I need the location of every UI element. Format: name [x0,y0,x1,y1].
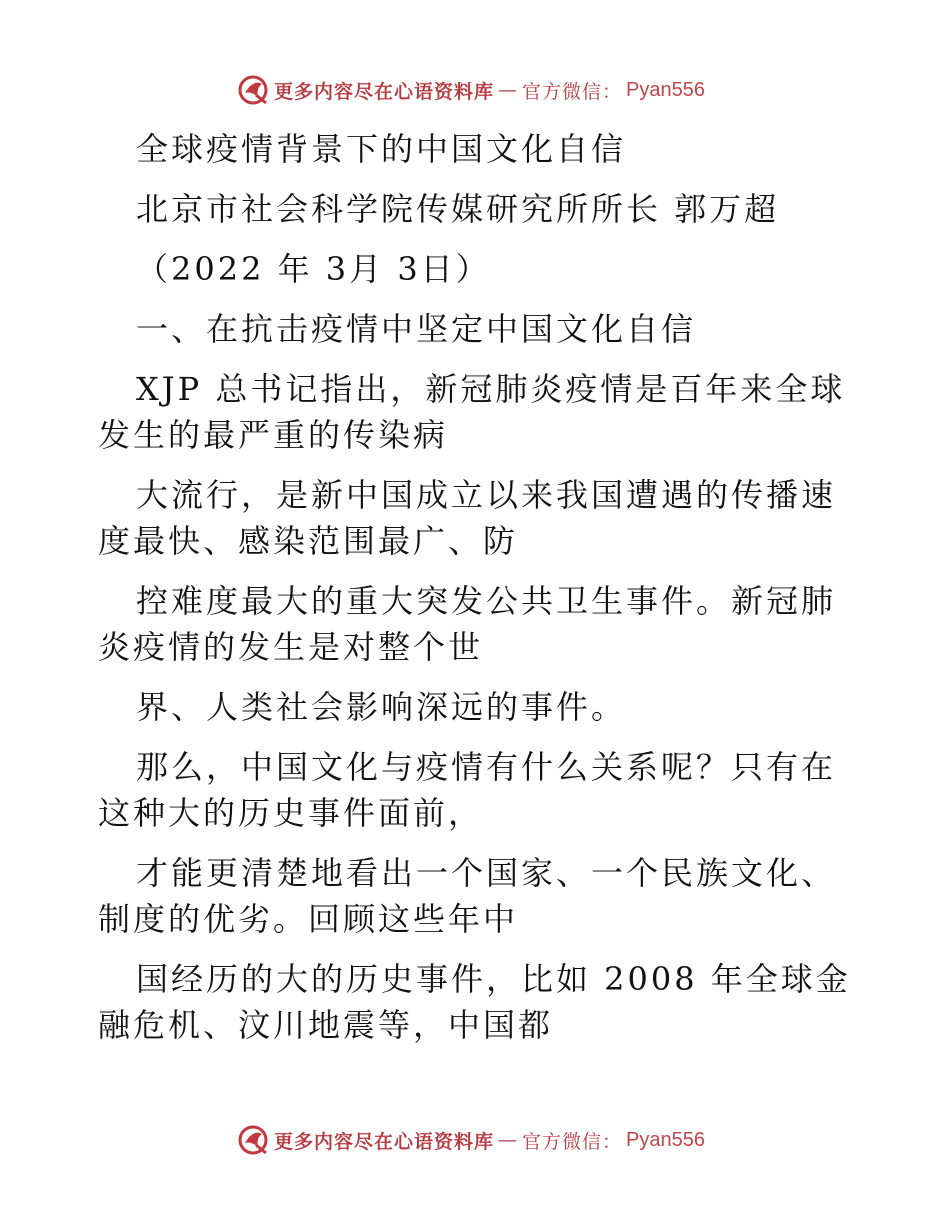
banner-text: 更多内容尽在心语资料库 [274,1130,495,1153]
banner-dash: — [498,79,519,101]
document-author: 北京市社会科学院传媒研究所所长 郭万超 [136,190,780,228]
paragraph: 控难度最大的重大突发公共卫生事件。新冠肺炎疫情的发生是对整个世 [98,582,837,666]
document-title: 全球疫情背景下的中国文化自信 [136,130,627,168]
banner-wechat-id: Pyan556 [626,78,705,101]
brand-logo-icon [236,73,270,107]
paragraph: 国经历的大的历史事件，比如 2008 年全球金融危机、汶川地震等，中国都 [98,960,851,1044]
paragraph: 那么，中国文化与疫情有什么关系呢？只有在这种大的历史事件面前， [98,748,837,832]
document-body [98,126,858,1048]
document-date: （2022 年 3月 3日） [136,250,491,288]
banner-wechat-id: Pyan556 [626,1128,705,1151]
banner-text: 更多内容尽在心语资料库 [274,80,495,103]
paragraph: XJP 总书记指出，新冠肺炎疫情是百年来全球发生的最严重的传染病 [98,370,846,454]
banner-wechat-label: 官方微信： [522,80,623,103]
banner-dash: — [498,1129,519,1151]
banner-wechat-label: 官方微信： [522,1130,623,1153]
brand-logo-icon [236,1123,270,1157]
section-heading: 一、在抗击疫情中坚定中国文化自信 [136,310,697,348]
paragraph: 才能更清楚地看出一个国家、一个民族文化、制度的优劣。回顾这些年中 [98,854,837,938]
paragraph: 大流行，是新中国成立以来我国遭遇的传播速度最快、感染范围最广、防 [98,476,837,560]
footer-watermark-banner [236,1122,705,1158]
header-watermark-banner [236,72,705,108]
paragraph: 界、人类社会影响深远的事件。 [136,688,627,726]
